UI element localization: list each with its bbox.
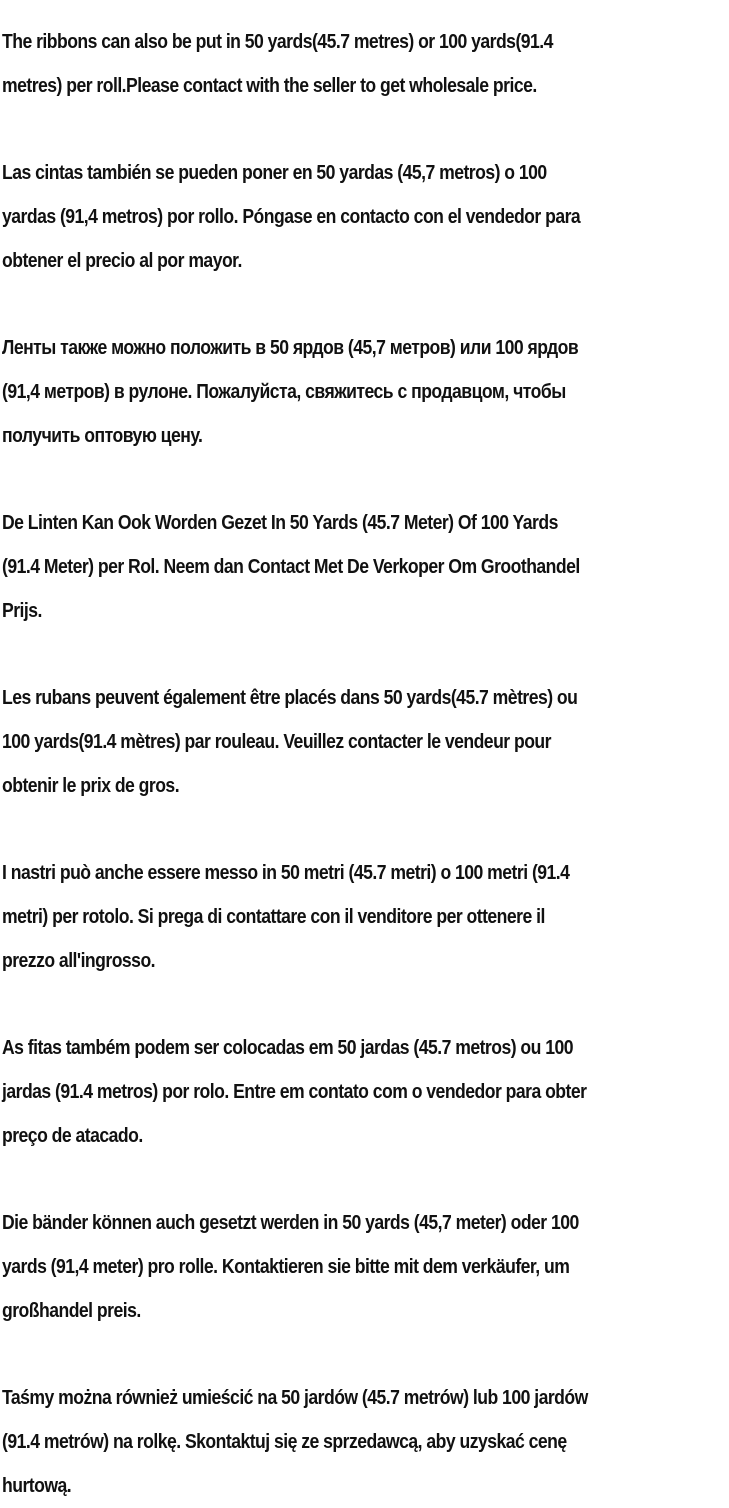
text-line: Les rubans peuvent également être placés dans 50 yards(45.7 mètres) ou <box>2 687 578 709</box>
paragraph-portuguese <box>2 1026 724 1158</box>
text-line: получить оптовую цену. <box>2 425 203 447</box>
text-line: (91,4 метров) в рулоне. Пожалуйста, свяжитесь с продавцом, чтобы <box>2 381 566 403</box>
text-line: Prijs. <box>2 600 42 622</box>
text-line: Las cintas también se pueden poner en 50 yardas (45,7 metros) o 100 <box>2 162 547 184</box>
paragraph-english <box>2 20 724 108</box>
paragraph-dutch <box>2 501 724 633</box>
paragraph-spanish <box>2 151 724 283</box>
text-line: großhandel preis. <box>2 1300 141 1322</box>
text-line: metres) per roll.Please contact with the seller to get wholesale price. <box>2 75 537 97</box>
text-line: De Linten Kan Ook Worden Gezet In 50 Yards (45.7 Meter) Of 100 Yards <box>2 512 558 534</box>
text-line: jardas (91.4 metros) por rolo. Entre em contato com o vendedor para obter <box>2 1081 587 1103</box>
text-line: Ленты также можно положить в 50 ярдов (45,7 метров) или 100 ярдов <box>2 337 579 359</box>
text-line: yards (91,4 meter) pro rolle. Kontaktieren sie bitte mit dem verkäufer, um <box>2 1256 570 1278</box>
text-line: Die bänder können auch gesetzt werden in 50 yards (45,7 meter) oder 100 <box>2 1212 579 1234</box>
paragraph-russian <box>2 326 724 458</box>
text-line: hurtową. <box>2 1475 72 1497</box>
text-line: Taśmy można również umieścić na 50 jardów (45.7 metrów) lub 100 jardów <box>2 1387 588 1409</box>
text-line: As fitas também podem ser colocadas em 50 jardas (45.7 metros) ou 100 <box>2 1037 574 1059</box>
text-line: (91.4 Meter) per Rol. Neem dan Contact Met De Verkoper Om Groothandel <box>2 556 580 578</box>
text-line: obtenir le prix de gros. <box>2 775 180 797</box>
text-line: (91.4 metrów) na rolkę. Skontaktuj się ze sprzedawcą, aby uzyskać cenę <box>2 1431 567 1453</box>
paragraph-german <box>2 1201 724 1333</box>
text-line: preço de atacado. <box>2 1125 143 1147</box>
text-line: The ribbons can also be put in 50 yards(45.7 metres) or 100 yards(91.4 <box>2 31 553 53</box>
text-line: obtener el precio al por mayor. <box>2 250 242 272</box>
paragraph-polish <box>2 1376 724 1508</box>
paragraph-french <box>2 676 724 808</box>
paragraph-italian <box>2 851 724 983</box>
text-line: 100 yards(91.4 mètres) par rouleau. Veuillez contacter le vendeur pour <box>2 731 551 753</box>
text-line: I nastri può anche essere messo in 50 metri (45.7 metri) o 100 metri (91.4 <box>2 862 570 884</box>
text-line: metri) per rotolo. Si prega di contattare con il venditore per ottenere il <box>2 906 545 928</box>
text-line: yardas (91,4 metros) por rollo. Póngase en contacto con el vendedor para <box>2 206 581 228</box>
text-line: prezzo all'ingrosso. <box>2 950 156 972</box>
